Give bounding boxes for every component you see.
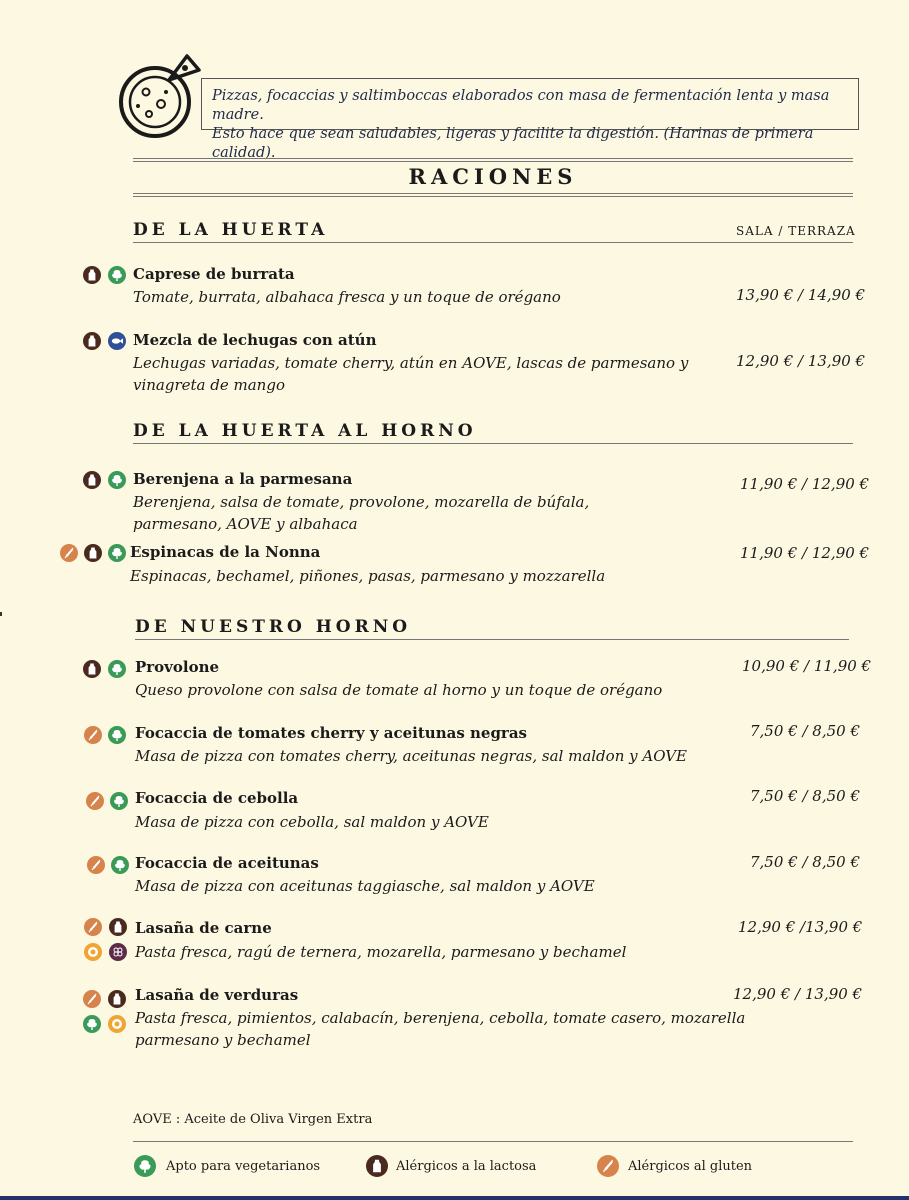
egg-icon xyxy=(84,943,102,961)
milk-icon xyxy=(83,660,101,678)
dish-price: 10,90 € / 11,90 € xyxy=(742,657,872,675)
legend-label: Apto para vegetarianos xyxy=(166,1159,321,1174)
milk-icon xyxy=(366,1155,388,1177)
leaf-icon xyxy=(111,856,129,874)
dish-name: Caprese de burrata xyxy=(133,265,295,283)
intro-line-2: Esto hace que sean saludables, ligeras y facilite la digestión. (Harinas de primera calidad). xyxy=(212,126,814,161)
wheat-icon xyxy=(87,856,105,874)
legend-rule xyxy=(133,1141,853,1142)
dish-price: 11,90 € / 12,90 € xyxy=(740,475,870,493)
page-title: RACIONES xyxy=(408,164,578,189)
dish-description: Lechugas variadas, tomate cherry, atún en AOVE, lascas de parmesano y vinagreta de mango xyxy=(133,354,689,394)
section-rule xyxy=(133,443,853,444)
dish-name: Berenjena a la parmesana xyxy=(133,470,353,488)
dish-name: Focaccia de cebolla xyxy=(135,789,299,807)
milk-icon xyxy=(83,266,101,284)
dish-description: Espinacas, bechamel, piñones, pasas, parmesano y mozzarella xyxy=(130,567,606,585)
dish-name: Lasaña de carne xyxy=(135,919,272,937)
dish-price: 13,90 € / 14,90 € xyxy=(736,286,866,304)
dish-price: 7,50 € / 8,50 € xyxy=(750,787,861,805)
wheat-icon xyxy=(597,1155,619,1177)
footnote: AOVE : Aceite de Oliva Virgen Extra xyxy=(133,1112,373,1127)
leaf-icon xyxy=(108,471,126,489)
column-header: SALA / TERRAZA xyxy=(736,224,856,238)
dish-price: 12,90 € / 13,90 € xyxy=(733,985,863,1003)
leaf-icon xyxy=(134,1155,156,1177)
wheat-icon xyxy=(60,544,78,562)
leaf-icon xyxy=(110,792,128,810)
leaf-icon xyxy=(108,544,126,562)
intro-box xyxy=(201,78,859,161)
dish-name: Mezcla de lechugas con atún xyxy=(133,331,377,349)
pizza-icon xyxy=(113,52,205,142)
wheat-icon xyxy=(86,792,104,810)
dish-description: Masa de pizza con aceitunas taggiasche, sal maldon y AOVE xyxy=(135,877,595,895)
milk-icon xyxy=(83,332,101,350)
section-title: DE LA HUERTA xyxy=(133,220,329,240)
section-title: DE LA HUERTA AL HORNO xyxy=(133,421,477,441)
dish-description: parmesano y bechamel xyxy=(135,1031,311,1049)
section-rule xyxy=(133,242,853,243)
wheat-icon xyxy=(83,990,101,1008)
wheat-icon xyxy=(84,918,102,936)
dish-description: Berenjena, salsa de tomate, provolone, mozarella de búfala, parmesano, AOVE y albahaca xyxy=(133,493,590,533)
dish-price: 12,90 € /13,90 € xyxy=(738,918,863,936)
intro-line-1: Pizzas, focaccias y saltimboccas elaborados con masa de fermentación lenta y masa madre. xyxy=(212,88,830,123)
fish-icon xyxy=(108,332,126,350)
section-rule xyxy=(135,639,849,640)
leaf-icon xyxy=(83,1015,101,1033)
legend-label: Alérgicos a la lactosa xyxy=(396,1159,537,1174)
milk-icon xyxy=(83,471,101,489)
dish-price: 11,90 € / 12,90 € xyxy=(740,544,870,562)
egg-icon xyxy=(108,1015,126,1033)
dish-name: Focaccia de aceitunas xyxy=(135,854,319,872)
leaf-icon xyxy=(108,726,126,744)
milk-icon xyxy=(109,918,127,936)
milk-icon xyxy=(84,544,102,562)
dish-name: Provolone xyxy=(135,658,220,676)
dish-description: Masa de pizza con cebolla, sal maldon y AOVE xyxy=(135,813,489,831)
dish-description: Queso provolone con salsa de tomate al horno y un toque de orégano xyxy=(135,681,663,699)
dish-price: 7,50 € / 8,50 € xyxy=(750,853,861,871)
divider xyxy=(133,158,853,162)
bottom-border xyxy=(0,1196,909,1200)
dish-price: 7,50 € / 8,50 € xyxy=(750,722,861,740)
dish-name: Espinacas de la Nonna xyxy=(130,543,321,561)
dish-description: Tomate, burrata, albahaca fresca y un toque de orégano xyxy=(133,288,561,306)
dish-price: 12,90 € / 13,90 € xyxy=(736,352,866,370)
dish-name: Lasaña de verduras xyxy=(135,986,299,1004)
edge-mark xyxy=(0,612,2,616)
legend-label: Alérgicos al gluten xyxy=(628,1159,753,1174)
leaf-icon xyxy=(108,660,126,678)
dish-description: Masa de pizza con tomates cherry, aceitunas negras, sal maldon y AOVE xyxy=(135,747,688,765)
section-title: DE NUESTRO HORNO xyxy=(135,617,412,637)
wheat-icon xyxy=(84,726,102,744)
dish-name: Focaccia de tomates cherry y aceitunas negras xyxy=(135,724,527,742)
dish-description: Pasta fresca, ragú de ternera, mozarella, parmesano y bechamel xyxy=(135,943,627,961)
leaf-icon xyxy=(108,266,126,284)
mustard-icon xyxy=(109,943,127,961)
divider xyxy=(133,193,853,197)
milk-icon xyxy=(108,990,126,1008)
dish-description: Pasta fresca, pimientos, calabacín, berenjena, cebolla, tomate casero, mozarella xyxy=(135,1009,746,1027)
